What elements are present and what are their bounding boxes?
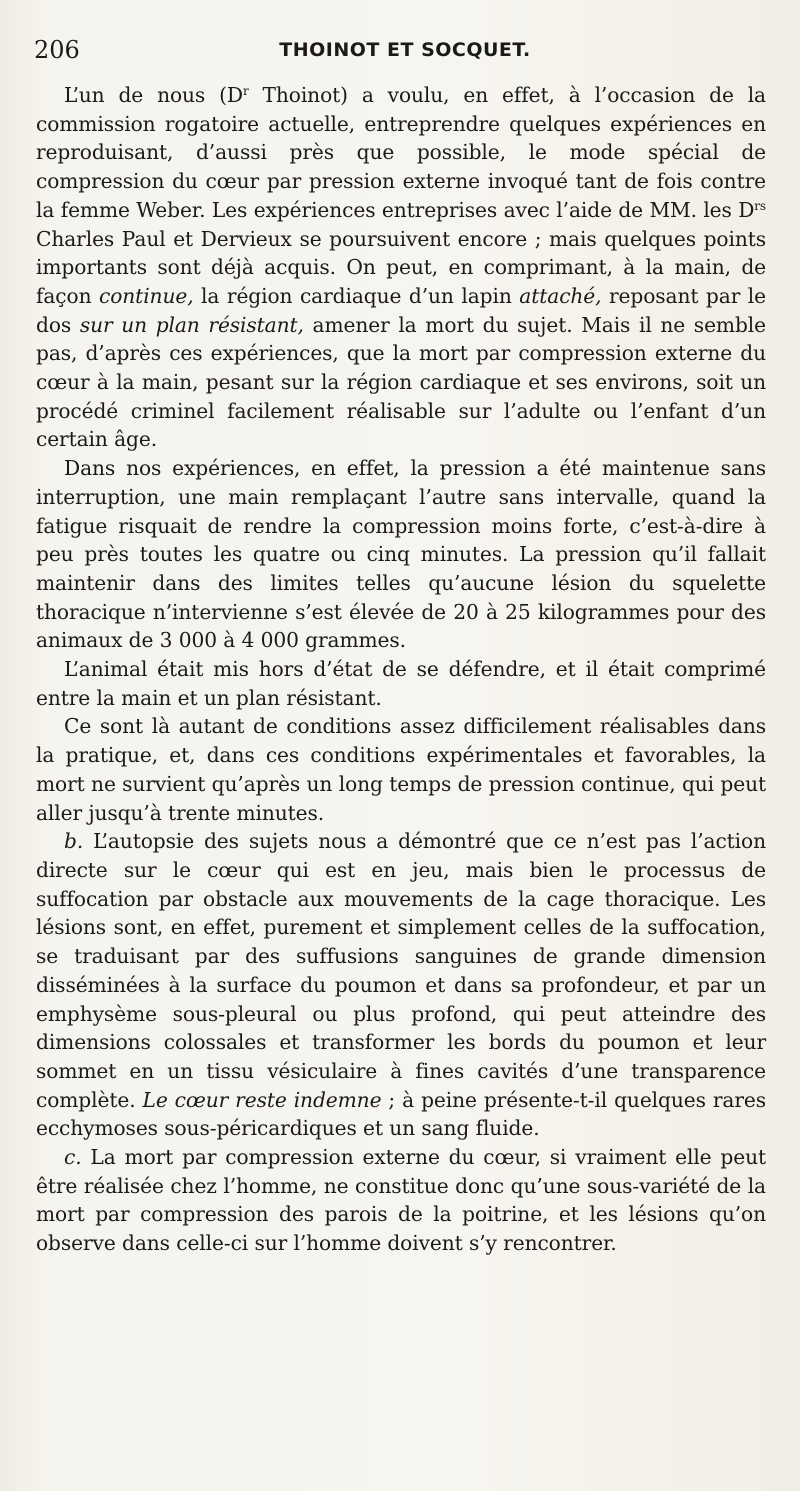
paragraph-1-italic-c: continue, xyxy=(99,283,194,308)
body-text xyxy=(36,81,766,1258)
paragraph-6-text-a: La mort par compression externe du cœur, si vraiment elle peut être réalisée chez l’homme, ne constitue donc qu’une sous-variété de la mort par compression des parois de la poitrine, et les lésions qu’on observe dans celle-ci sur l’homme doivent s’y rencontrer. xyxy=(36,1145,766,1256)
paragraph-1-text-c: Charles Paul et Dervieux se poursuivent encore ; mais quelques points importants sont déjà acquis. On peut, en comprimant, à la main, de façon xyxy=(36,226,766,308)
paragraph-6 xyxy=(36,1143,766,1258)
paragraph-1-text-f: amener la mort du sujet. Mais il ne semble pas, d’après ces expériences, que la mort par compression externe du cœur à la main, pesant sur la région cardiaque et ses environs, soit un procédé criminel facilement réalisable sur l’adulte ou l’enfant d’un certain âge. xyxy=(36,312,766,452)
paragraph-1 xyxy=(36,81,766,454)
paragraph-6-marker: c. xyxy=(64,1145,82,1170)
paragraph-1-text-d: la région cardiaque d’un lapin xyxy=(193,283,520,308)
paragraph-5-italic-a: Le cœur reste indemne xyxy=(142,1087,382,1112)
paragraph-5-marker: b. xyxy=(64,829,84,854)
paragraph-2: Dans nos expériences, en effet, la pression a été maintenue sans interruption, une main remplaçant l’autre sans intervalle, quand la fatigue risquait de rendre la compression moins forte, c’est-à-dire à peu près toutes les quatre ou cinq minutes. La pression qu’il fallait maintenir dans des limites telles qu’aucune lésion du squelette thoracique n’intervienne s’est élevée de 20 à 25 kilogrammes pour des animaux de 3 000 à 4 000 grammes. xyxy=(36,456,766,653)
paragraph-5-text-a: L’autopsie des sujets nous a démontré que ce n’est pas l’action directe sur le cœur qui est en jeu, mais bien le processus de suffocation par obstacle aux mouvements de la cage thoracique. Les lésions sont, en effet, purement et simplement celles de la suffocation, se traduisant par des suffusions sanguines de grande dimension disséminées à la surface du poumon et dans sa profondeur, et par un emphysème sous-pleural ou plus profond, qui peut atteindre des dimensions colossales et transformer les bords du poumon et leur sommet en un tissu vésiculaire à fines cavités d’une transparence complète. xyxy=(36,829,766,1112)
paragraph-1-italic-e: sur un plan résistant, xyxy=(79,312,304,337)
paragraph-1-italic-d: attaché, xyxy=(519,283,602,308)
page-number: 206 xyxy=(34,36,80,64)
paragraph-5-text-b: ; à peine présente-t-il quelques rares ecchymoses sous-péricardiques et un sang fluide. xyxy=(36,1087,767,1141)
paragraph-1-text-a: L’un de nous (D xyxy=(64,83,243,107)
paragraph-4: Ce sont là autant de conditions assez difficilement réalisables dans la pratique, et, dans ces conditions expérimentales et favorables, la mort ne survient qu’après un long temps de pression continue, qui peut aller jusqu’à trente minutes. xyxy=(36,714,766,825)
paragraph-1-text-b: Thoinot) a voulu, en effet, à l’occasion de la commission rogatoire actuelle, entreprendre quelques expériences en reproduisant, d’aussi près que possible, le mode spécial de compression du cœur par pression externe invoqué tant de fois contre la femme Weber. Les expériences entreprises avec l’aide de MM. les D xyxy=(36,83,766,222)
paragraph-5 xyxy=(36,827,766,1143)
page-header xyxy=(34,34,776,68)
paragraph-1-sup-b: rs xyxy=(754,198,766,213)
paragraph-1-sup-a: r xyxy=(242,84,249,98)
paragraph-1-text-e: reposant par le dos xyxy=(36,283,766,337)
paragraph-3: L’animal était mis hors d’état de se défendre, et il était comprimé entre la main et un plan résistant. xyxy=(36,657,766,710)
running-head: THOINOT ET SOCQUET. xyxy=(279,39,531,61)
